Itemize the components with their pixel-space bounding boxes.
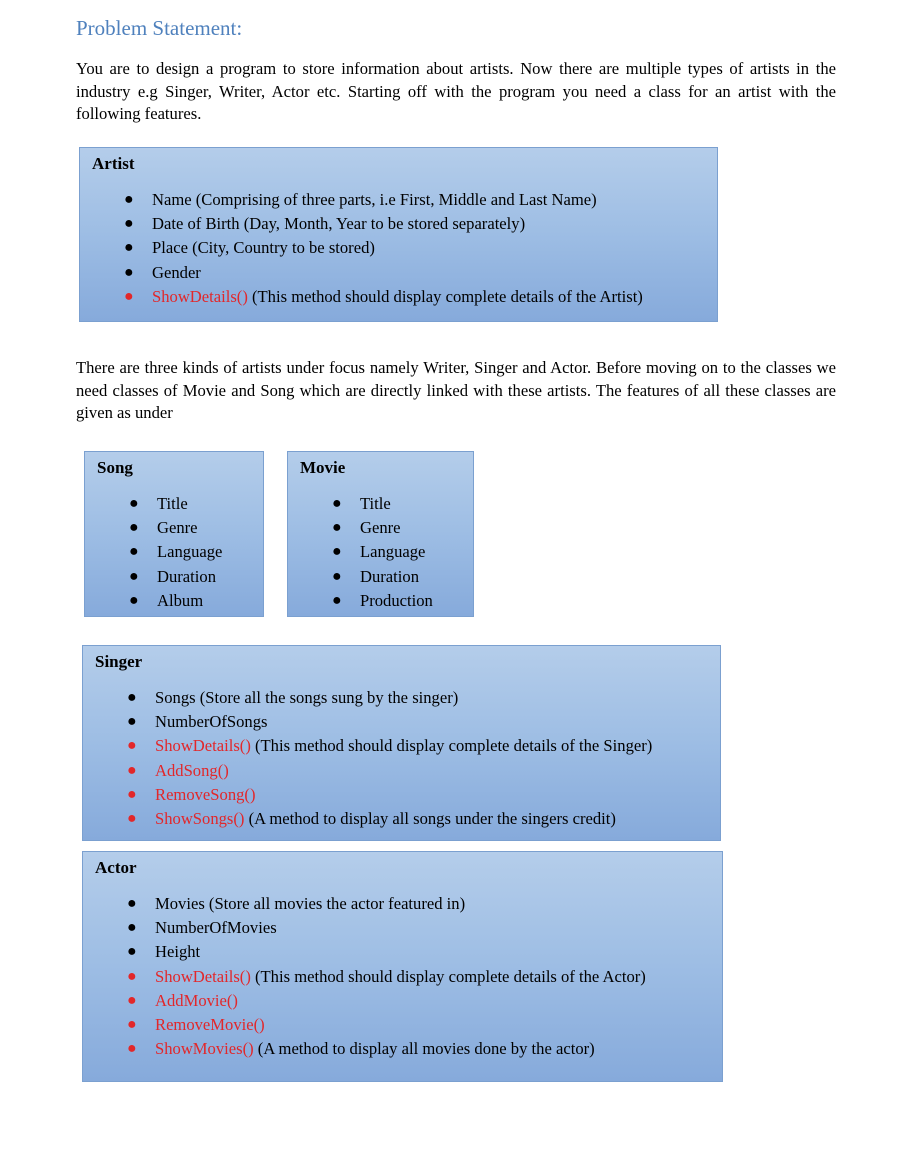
artist-class-title: Artist [92,154,135,173]
song-feature-item [125,589,222,613]
artist-feature-text: Place (City, Country to be stored) [152,238,375,258]
singer-feature-text: Songs (Store all the songs sung by the singer) [155,688,459,707]
actor-feature-text: NumberOfMovies [155,918,277,938]
singer-feature-item [123,807,652,831]
bullet-icon: ● [129,495,139,512]
actor-feature-item [123,965,646,989]
artist-feature-text: Date of Birth (Day, Month, Year to be stored separately) [152,214,526,234]
artist-feature-list [120,188,643,309]
bullet-icon: ● [127,1016,137,1034]
movie-class-title: Movie [300,458,346,477]
song-feature-item [125,540,222,564]
artist-feature-item [120,261,643,285]
actor-feature-text: (This method should display complete details of the Actor) [250,966,646,986]
actor-feature-item [123,940,646,964]
bullet-icon: ● [127,1040,137,1058]
bullet-icon: ● [129,591,139,609]
singer-feature-item [123,734,652,758]
singer-method-name: ShowDetails() [155,736,251,756]
artist-class-box [79,147,718,322]
bullet-icon: ● [332,519,342,537]
artist-feature-item [120,236,643,260]
actor-method-name: RemoveMovie() [155,1015,265,1035]
singer-feature-item [123,686,652,710]
song-class-title: Song [97,458,133,477]
bullet-icon: ● [124,263,134,281]
artist-feature-item [120,285,643,309]
actor-class-title: Actor [95,858,137,877]
singer-feature-text: (A method to display all songs under the singers credit) [244,809,616,829]
song-feature-item [125,516,222,540]
bullet-icon: ● [332,495,342,512]
artist-method-name: ShowDetails() [152,286,248,306]
singer-method-name: RemoveSong() [155,784,256,804]
actor-feature-item [123,1037,646,1061]
actor-class-box [82,851,723,1082]
bullet-icon: ● [127,991,137,1009]
actor-method-name: ShowMovies() [155,1039,254,1059]
singer-feature-list [123,686,652,831]
bullet-icon: ● [124,239,134,257]
song-feature-list [125,492,222,613]
bullet-icon: ● [129,543,139,561]
bullet-icon: ● [332,591,342,609]
bullet-icon: ● [127,810,137,828]
artist-feature-text: Gender [152,262,201,282]
singer-feature-item [123,759,652,783]
movie-feature-item [328,589,433,613]
singer-feature-item [123,710,652,734]
bullet-icon: ● [124,287,134,305]
song-class-box [84,451,264,617]
movie-feature-text: Duration [360,566,419,586]
artist-feature-text: Name (Comprising of three parts, i.e First, Middle and Last Name) [152,190,597,209]
actor-feature-item [123,916,646,940]
actor-feature-item [123,989,646,1013]
song-feature-text: Duration [157,566,216,586]
singer-method-name: ShowSongs() [155,809,245,829]
singer-feature-item [123,783,652,807]
movie-feature-item [328,565,433,589]
artist-feature-text: (This method should display complete details of the Artist) [247,286,643,306]
bullet-icon: ● [127,967,137,985]
bullet-icon: ● [129,567,139,585]
bullet-icon: ● [127,689,137,706]
movie-feature-list [328,492,433,613]
movie-feature-text: Title [360,494,391,513]
singer-class-title: Singer [95,652,143,671]
song-feature-item [125,492,222,516]
singer-method-name: AddSong() [155,760,229,780]
bullet-icon: ● [127,785,137,803]
song-feature-text: Language [157,542,223,562]
actor-feature-item [123,1013,646,1037]
actor-feature-text: Movies (Store all movies the actor featured in) [155,894,466,913]
actor-feature-text: Height [155,942,201,962]
movie-feature-item [328,516,433,540]
movie-class-box [287,451,474,617]
movie-feature-text: Language [360,542,426,562]
artist-feature-item [120,212,643,236]
song-feature-text: Title [157,494,188,513]
intro-paragraph: You are to design a program to store information about artists. Now there are multiple types of artists in the industry e.g Singer, Writer, Actor etc. Starting off with the program you need a class for an artist with the following features. [76,59,836,123]
song-feature-text: Genre [157,518,198,538]
bullet-icon: ● [129,519,139,537]
actor-method-name: ShowDetails() [155,966,251,986]
song-feature-text: Album [157,590,204,610]
bullet-icon: ● [124,191,134,208]
bullet-icon: ● [127,895,137,912]
bullet-icon: ● [332,567,342,585]
bullet-icon: ● [127,737,137,755]
problem-statement-heading: Problem Statement: [76,16,243,40]
singer-feature-text: NumberOfSongs [155,712,268,732]
actor-feature-text: (A method to display all movies done by the actor) [253,1039,595,1059]
actor-method-name: AddMovie() [155,990,238,1010]
movie-feature-item [328,540,433,564]
middle-paragraph: There are three kinds of artists under focus namely Writer, Singer and Actor. Before moving on to the classes we need classes of Movie and Song which are directly linked with these artists. The features of all these classes are given as under [76,358,836,422]
singer-feature-text: (This method should display complete details of the Singer) [250,736,653,756]
bullet-icon: ● [124,215,134,233]
actor-feature-list [123,892,646,1061]
movie-feature-item [328,492,433,516]
movie-feature-text: Genre [360,518,401,538]
bullet-icon: ● [127,713,137,731]
song-feature-item [125,565,222,589]
bullet-icon: ● [332,543,342,561]
movie-feature-text: Production [360,590,433,610]
singer-class-box [82,645,721,841]
bullet-icon: ● [127,919,137,937]
artist-feature-item [120,188,643,212]
actor-feature-item [123,892,646,916]
bullet-icon: ● [127,943,137,961]
bullet-icon: ● [127,761,137,779]
